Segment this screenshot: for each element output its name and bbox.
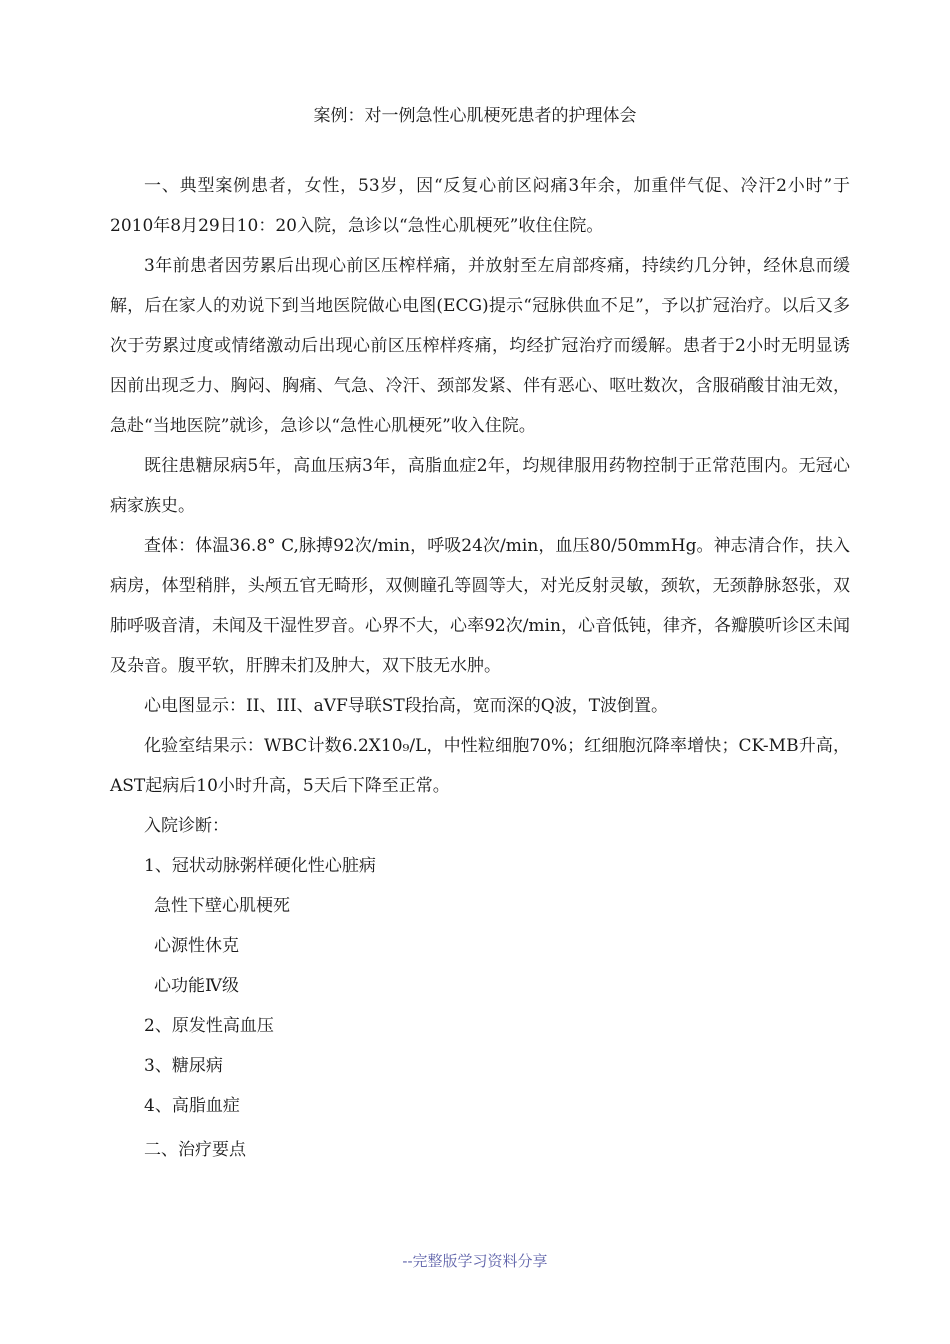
paragraph-lab-results: 化验室结果示：WBC计数6.2X10₉/L，中性粒细胞70%；红细胞沉降率增快；CK-MB升高，AST起病后10小时升高，5天后下降至正常。 [110, 736, 850, 796]
diagnosis-subitem: 心功能Ⅳ级 [154, 976, 239, 996]
paragraph-past-history: 既往患糖尿病5年，高血压病3年，高脂血症2年，均规律服用药物控制于正常范围内。无冠心病家族史。 [110, 456, 850, 516]
paragraph-physical-exam: 查体：体温36.8° C,脉搏92次/min，呼吸24次/min，血压80/50mmHg。神志清合作，扶入病房，体型稍胖，头颅五官无畸形，双侧瞳孔等圆等大，对光反射灵敏，颈软，无颈静脉怒张，双肺呼吸音清，未闻及干湿性罗音。心界不大，心率92次/min，心音低钝，律齐，各瓣膜听诊区未闻及杂音。腹平软，肝脾未扪及肿大，双下肢无水肿。 [110, 536, 850, 676]
page-footer: --完整版学习资料分享 [402, 1252, 548, 1270]
diagnosis-item: 3、糖尿病 [144, 1056, 223, 1076]
document-title: 案例：对一例急性心肌梗死患者的护理体会 [313, 106, 637, 126]
paragraph-case-intro: 一、典型案例患者，女性，53岁，因“反复心前区闷痛3年余，加重伴气促、冷汗2小时”于2010年8月29日10：20入院，急诊以“急性心肌梗死”收住住院。 [110, 176, 850, 236]
paragraph-ecg: 心电图显示：II、III、aVF导联ST段抬高，宽而深的Q波，T波倒置。 [144, 696, 669, 716]
paragraph-history: 3年前患者因劳累后出现心前区压榨样痛，并放射至左肩部疼痛，持续约几分钟，经休息而缓解，后在家人的劝说下到当地医院做心电图(ECG)提示“冠脉供血不足”，予以扩冠治疗。以后又多次于劳累过度或情绪激动后出现心前区压榨样疼痛，均经扩冠治疗而缓解。患者于2小时无明显诱因前出现乏力、胸闷、胸痛、气急、冷汗、颈部发紧、伴有恶心、呕吐数次，含服硝酸甘油无效，急赴“当地医院”就诊，急诊以“急性心肌梗死”收入住院。 [110, 256, 850, 436]
diagnosis-subitem: 心源性休克 [154, 936, 239, 956]
diagnosis-item: 4、高脂血症 [144, 1096, 240, 1116]
section-heading-treatment: 二、治疗要点 [144, 1140, 246, 1160]
diagnosis-item: 1、冠状动脉粥样硬化性心脏病 [144, 856, 376, 876]
diagnosis-item: 2、原发性高血压 [144, 1016, 274, 1036]
diagnosis-heading: 入院诊断： [144, 816, 229, 836]
document-body [110, 166, 850, 1170]
diagnosis-subitem: 急性下壁心肌梗死 [154, 896, 290, 916]
